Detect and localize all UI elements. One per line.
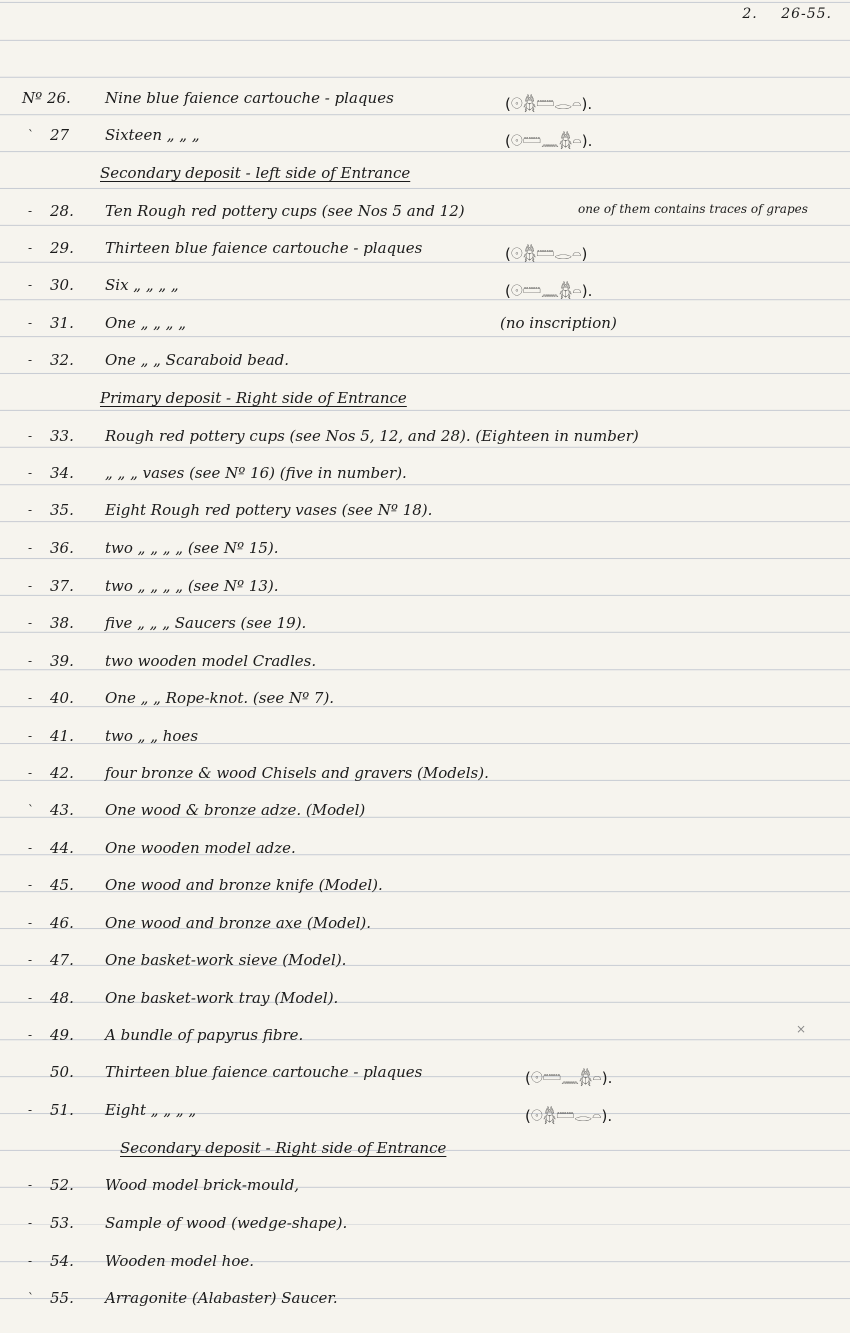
check-mark: - bbox=[28, 1103, 33, 1117]
item-description: five „ „ „ Saucers (see 19). bbox=[105, 614, 307, 632]
check-mark: - bbox=[28, 1216, 33, 1230]
item-description: two „ „ „ „ (see Nº 15). bbox=[105, 539, 279, 557]
item-number: 53. bbox=[50, 1214, 74, 1232]
item-description: two „ „ hoes bbox=[105, 727, 199, 745]
item-number: 42. bbox=[50, 764, 74, 782]
item-description: two „ „ „ „ (see Nº 13). bbox=[105, 577, 279, 595]
item-note: (𓇳𓆣𓏠𓂋𓏏) bbox=[505, 245, 588, 263]
item-description: Nine blue faience cartouche - plaques bbox=[105, 89, 394, 107]
item-number: 32. bbox=[50, 351, 74, 369]
heading-text: Secondary deposit - Right side of Entrance bbox=[120, 1139, 447, 1157]
item-description: One wood and bronze axe (Model). bbox=[105, 914, 372, 932]
check-mark: - bbox=[28, 1178, 33, 1192]
item-number: 41. bbox=[50, 727, 74, 745]
check-mark: - bbox=[28, 953, 33, 967]
check-mark: - bbox=[28, 466, 33, 480]
check-mark: - bbox=[28, 878, 33, 892]
item-description: Wooden model hoe. bbox=[105, 1252, 255, 1270]
item-number: 33. bbox=[50, 427, 74, 445]
item-number: 39. bbox=[50, 652, 74, 670]
item-number: 48. bbox=[50, 989, 74, 1007]
list-item bbox=[0, 835, 850, 865]
item-number: Nº 26. bbox=[22, 89, 71, 107]
check-mark: - bbox=[28, 991, 33, 1005]
check-mark: ` bbox=[28, 803, 34, 817]
list-item bbox=[0, 122, 850, 152]
item-number: 31. bbox=[50, 314, 74, 332]
check-mark: - bbox=[28, 541, 33, 555]
check-mark: - bbox=[28, 1028, 33, 1042]
item-number: 29. bbox=[50, 239, 74, 257]
list-item bbox=[0, 1059, 850, 1089]
item-number: 30. bbox=[50, 276, 74, 294]
item-number: 34. bbox=[50, 464, 74, 482]
list-item bbox=[0, 535, 850, 565]
item-description: Eight Rough red pottery vases (see Nº 18). bbox=[105, 501, 433, 519]
item-number: 46. bbox=[50, 914, 74, 932]
check-mark: - bbox=[28, 616, 33, 630]
check-mark: - bbox=[28, 429, 33, 443]
item-note: (no inscription) bbox=[500, 314, 617, 332]
item-description: One wooden model adze. bbox=[105, 839, 296, 857]
list-item bbox=[0, 1248, 850, 1278]
item-number: 45. bbox=[50, 876, 74, 894]
list-item bbox=[0, 423, 850, 453]
heading-text: Primary deposit - Right side of Entrance bbox=[100, 389, 407, 407]
item-description: Wood model brick-mould, bbox=[105, 1176, 300, 1194]
item-number: 28. bbox=[50, 202, 74, 220]
item-description: One „ „ Scaraboid bead. bbox=[105, 351, 290, 369]
item-description: Sixteen „ „ „ bbox=[105, 126, 200, 144]
list-item bbox=[0, 310, 850, 340]
check-mark: - bbox=[28, 241, 33, 255]
item-description: Arragonite (Alabaster) Saucer. bbox=[105, 1289, 338, 1307]
check-mark: - bbox=[28, 503, 33, 517]
list-item bbox=[0, 1022, 850, 1052]
item-description: four bronze & wood Chisels and gravers (Models). bbox=[105, 764, 489, 782]
item-number: 47. bbox=[50, 951, 74, 969]
check-mark: - bbox=[28, 278, 33, 292]
check-mark: - bbox=[28, 841, 33, 855]
check-mark: ` bbox=[28, 1291, 34, 1305]
item-description: Thirteen blue faience cartouche - plaques bbox=[105, 239, 423, 257]
heading-text: Secondary deposit - left side of Entrance bbox=[100, 164, 411, 182]
list-item bbox=[0, 985, 850, 1015]
check-mark: - bbox=[28, 316, 33, 330]
list-item bbox=[0, 723, 850, 753]
item-note: (𓇳𓏠𓈖𓆣𓏏). bbox=[505, 132, 593, 150]
item-description: Thirteen blue faience cartouche - plaques bbox=[105, 1063, 423, 1081]
item-note: (𓇳𓆣𓏠𓂋𓏏). bbox=[505, 95, 593, 113]
item-note: (𓇳𓏠𓈖𓆣𓏏). bbox=[505, 282, 593, 300]
list-item bbox=[0, 760, 850, 790]
item-description: Sample of wood (wedge-shape). bbox=[105, 1214, 348, 1232]
check-mark: - bbox=[28, 766, 33, 780]
page-header bbox=[724, 6, 832, 22]
item-number: 43. bbox=[50, 801, 74, 819]
item-description: Eight „ „ „ „ bbox=[105, 1101, 197, 1119]
item-description: Rough red pottery cups (see Nos 5, 12, and 28). (Eighteen in number) bbox=[105, 427, 639, 445]
list-item bbox=[0, 85, 850, 115]
item-description: One „ „ Rope-knot. (see Nº 7). bbox=[105, 689, 335, 707]
item-note: one of them contains traces of grapes bbox=[578, 202, 808, 216]
item-number: 37. bbox=[50, 577, 74, 595]
item-description: One basket-work tray (Model). bbox=[105, 989, 339, 1007]
list-item bbox=[0, 347, 850, 377]
check-mark: - bbox=[28, 579, 33, 593]
list-item bbox=[0, 1172, 850, 1202]
section-heading bbox=[0, 385, 850, 415]
item-note: (𓇳𓆣𓏠𓂋𓏏). bbox=[525, 1107, 613, 1125]
item-number: 35. bbox=[50, 501, 74, 519]
list-item bbox=[0, 797, 850, 827]
list-item bbox=[0, 272, 850, 302]
check-mark: - bbox=[28, 729, 33, 743]
item-description: Six „ „ „ „ bbox=[105, 276, 179, 294]
item-number: 44. bbox=[50, 839, 74, 857]
list-item bbox=[0, 648, 850, 678]
check-mark: - bbox=[28, 654, 33, 668]
section-heading bbox=[0, 160, 850, 190]
item-number: 55. bbox=[50, 1289, 74, 1307]
check-mark: - bbox=[28, 204, 33, 218]
item-description: One „ „ „ „ bbox=[105, 314, 186, 332]
item-note: (𓇳𓏠𓈖𓆣𓏏). bbox=[525, 1069, 613, 1087]
list-item bbox=[0, 460, 850, 490]
section-heading bbox=[0, 1135, 850, 1165]
check-mark: - bbox=[28, 1254, 33, 1268]
item-number: 54. bbox=[50, 1252, 74, 1270]
check-mark: - bbox=[28, 691, 33, 705]
item-number: 50. bbox=[50, 1063, 74, 1081]
list-item bbox=[0, 1285, 850, 1315]
page-number: 2. bbox=[742, 6, 758, 22]
item-number: 51. bbox=[50, 1101, 74, 1119]
item-description: One basket-work sieve (Model). bbox=[105, 951, 347, 969]
item-number: 52. bbox=[50, 1176, 74, 1194]
check-mark: - bbox=[28, 916, 33, 930]
list-item bbox=[0, 872, 850, 902]
item-number: 38. bbox=[50, 614, 74, 632]
item-description: One wood and bronze knife (Model). bbox=[105, 876, 383, 894]
page-range: 26-55. bbox=[781, 6, 832, 22]
item-description: „ „ „ vases (see Nº 16) (five in number). bbox=[105, 464, 407, 482]
list-item bbox=[0, 573, 850, 603]
list-item bbox=[0, 947, 850, 977]
list-item bbox=[0, 685, 850, 715]
item-number: 49. bbox=[50, 1026, 74, 1044]
item-description: Ten Rough red pottery cups (see Nos 5 and 12) bbox=[105, 202, 465, 220]
item-description: A bundle of papyrus fibre. bbox=[105, 1026, 304, 1044]
list-item bbox=[0, 235, 850, 265]
list-item bbox=[0, 1097, 850, 1127]
list-item bbox=[0, 610, 850, 640]
list-item bbox=[0, 198, 850, 228]
item-description: One wood & bronze adze. (Model) bbox=[105, 801, 366, 819]
list-item bbox=[0, 1210, 850, 1240]
item-number: 36. bbox=[50, 539, 74, 557]
margin-mark: × bbox=[796, 1022, 807, 1036]
item-number: 27 bbox=[50, 126, 70, 144]
check-mark: - bbox=[28, 353, 33, 367]
item-description: two wooden model Cradles. bbox=[105, 652, 317, 670]
check-mark: ` bbox=[28, 128, 34, 142]
list-item bbox=[0, 497, 850, 527]
item-number: 40. bbox=[50, 689, 74, 707]
list-item bbox=[0, 910, 850, 940]
